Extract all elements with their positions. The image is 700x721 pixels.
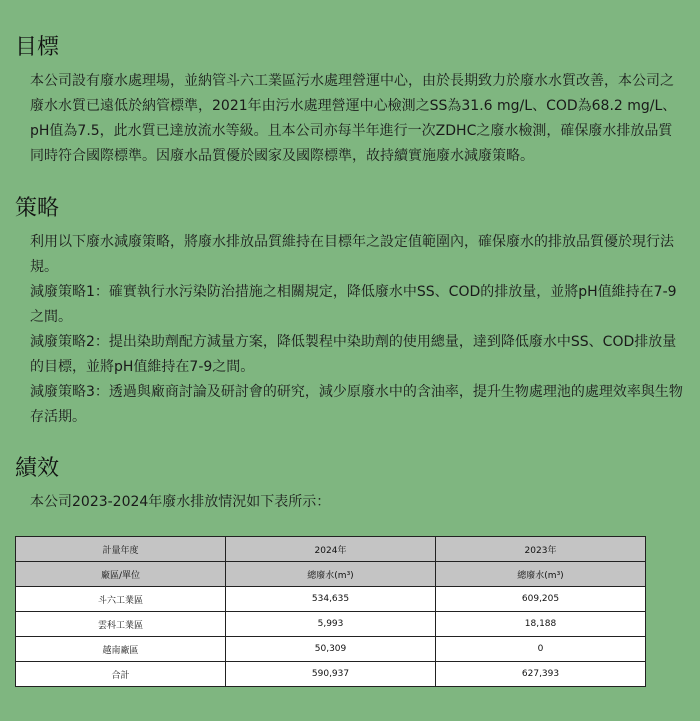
- table-row: [16, 637, 646, 662]
- table-cell: 0: [436, 637, 646, 662]
- table-row: [16, 662, 646, 687]
- table-cell: 609,205: [436, 587, 646, 612]
- table-cell: 合計: [16, 662, 226, 687]
- table-header-row: [16, 562, 646, 587]
- wastewater-table: [15, 536, 646, 687]
- table-cell: 627,393: [436, 662, 646, 687]
- table-row: [16, 612, 646, 637]
- table-cell: 越南廠區: [16, 637, 226, 662]
- table-cell: 5,993: [226, 612, 436, 637]
- table-cell: 斗六工業區: [16, 587, 226, 612]
- goal-paragraph: 本公司設有廢水處理場，並納管斗六工業區污水處理營運中心，由於長期致力於廢水水質改善，本公司之廢水水質已遠低於納管標準，2021年由污水處理營運中心檢測之SS為31.6 mg/L、COD為68.2 mg/L、pH值為7.5，此水質已達放流水等級。且本公司亦每半年進行一次ZDHC之廢水檢測，確保廢水排放品質同時符合國際標準。因廢水品質優於國家及國際標準，故持續實施廢水減廢策略。: [30, 73, 677, 164]
- table-header-cell: 2024年: [226, 537, 436, 562]
- table-row: [16, 587, 646, 612]
- strategy-item-2: 減廢策略2：提出染助劑配方減量方案，降低製程中染助劑的使用總量，達到降低廢水中SS、COD排放量的目標，並將pH值維持在7-9之間。: [30, 334, 677, 375]
- performance-intro: 本公司2023-2024年廢水排放情況如下表所示：: [30, 494, 331, 510]
- performance-section: [0, 456, 700, 515]
- table-header-cell: 廠區/單位: [16, 562, 226, 587]
- table-header-cell: 總廢水(m³): [436, 562, 646, 587]
- strategy-item-1: 減廢策略1：確實執行水污染防治措施之相關規定，降低廢水中SS、COD的排放量，並將pH值維持在7-9之間。: [30, 284, 677, 325]
- goal-section: [0, 35, 700, 169]
- performance-heading: 績效: [15, 456, 60, 481]
- table-header-row: [16, 537, 646, 562]
- table-cell: 雲科工業區: [16, 612, 226, 637]
- strategy-section: [0, 196, 700, 430]
- table-header-cell: 2023年: [436, 537, 646, 562]
- table-header-cell: 總廢水(m³): [226, 562, 436, 587]
- table-cell: 50,309: [226, 637, 436, 662]
- strategy-heading: 策略: [15, 196, 60, 221]
- table-header-cell: 計量年度: [16, 537, 226, 562]
- table-cell: 18,188: [436, 612, 646, 637]
- goal-heading: 目標: [15, 35, 60, 60]
- table-cell: 534,635: [226, 587, 436, 612]
- strategy-item-3: 減廢策略3：透過與廠商討論及研討會的研究，減少原廢水中的含油率，提升生物處理池的處理效率與生物存活期。: [30, 384, 683, 425]
- table-cell: 590,937: [226, 662, 436, 687]
- strategy-intro: 利用以下廢水減廢策略，將廢水排放品質維持在目標年之設定值範圍內，確保廢水的排放品質優於現行法規。: [30, 234, 674, 275]
